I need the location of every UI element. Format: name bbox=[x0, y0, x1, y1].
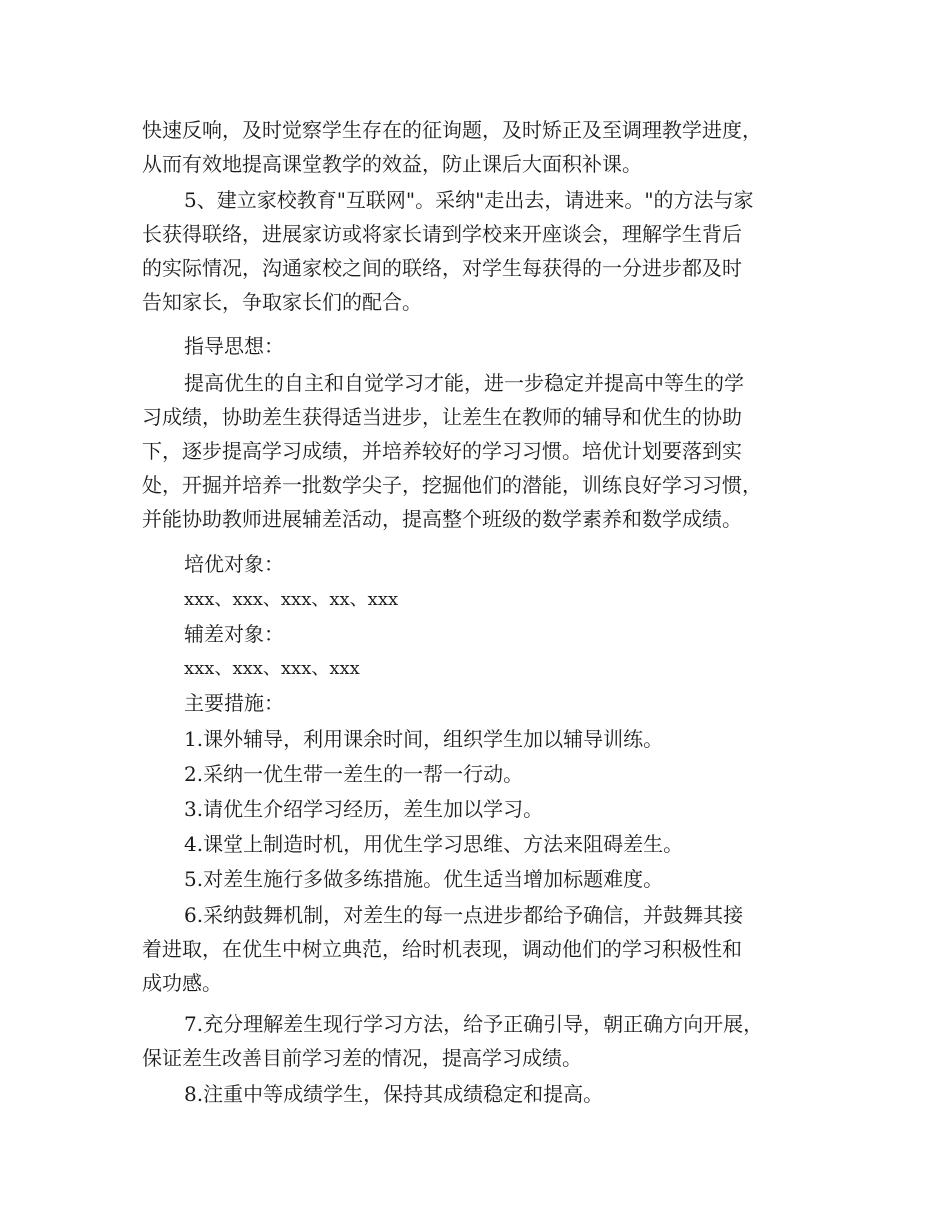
paragraph-feedback bbox=[142, 113, 812, 181]
text-line: 快速反响，及时觉察学生存在的征询题，及时矫正及至调理教学进度， bbox=[142, 118, 762, 142]
heading-top-students: 培优对象： bbox=[184, 552, 284, 576]
heading-guiding-ideology: 指导思想： bbox=[184, 334, 284, 358]
text-line: 的实际情况，沟通家校之间的联络，对学生每获得的一分进步都及时 bbox=[142, 256, 742, 280]
measure-item-6 bbox=[142, 898, 812, 1000]
paragraph-home-school bbox=[142, 183, 812, 319]
measure-item-3: 3.请优生介绍学习经历，差生加以学习。 bbox=[184, 797, 544, 821]
paragraph-guiding-ideology bbox=[142, 366, 812, 536]
text-line: 6.采纳鼓舞机制，对差生的每一点进步都给予确信，并鼓舞其接 bbox=[184, 903, 744, 927]
measure-item-1: 1.课外辅导，利用课余时间，组织学生加以辅导训练。 bbox=[184, 727, 664, 751]
text-line: 保证差生改善目前学习差的情况，提高学习成绩。 bbox=[142, 1046, 582, 1070]
measure-item-5: 5.对差生施行多做多练措施。优生适当增加标题难度。 bbox=[184, 867, 664, 891]
measure-item-8: 8.注重中等成绩学生，保持其成绩稳定和提高。 bbox=[184, 1082, 604, 1106]
text-line: 提高优生的自主和自觉学习才能，进一步稳定并提高中等生的学 bbox=[184, 371, 744, 395]
text-line: 着进取，在优生中树立典范，给时机表现，调动他们的学习积极性和 bbox=[142, 937, 742, 961]
text-line: 从而有效地提高课堂教学的效益，防止课后大面积补课。 bbox=[142, 152, 642, 176]
heading-main-measures: 主要措施： bbox=[184, 691, 284, 715]
text-line: 成功感。 bbox=[142, 971, 222, 995]
text-line: 告知家长，争取家长们的配合。 bbox=[142, 290, 422, 314]
weak-students-names: xxx、xxx、xxx、xxx bbox=[184, 658, 360, 679]
text-line: 7.充分理解差生现行学习方法，给予正确引导，朝正确方向开展， bbox=[184, 1012, 764, 1036]
text-line: 并能协助教师进展辅差活动，提高整个班级的数学素养和数学成绩。 bbox=[142, 507, 742, 531]
text-line: 习成绩，协助差生获得适当进步，让差生在教师的辅导和优生的协助 bbox=[142, 405, 742, 429]
measure-item-7 bbox=[142, 1007, 812, 1075]
text-line: 长获得联络，进展家访或将家长请到学校来开座谈会，理解学生背后 bbox=[142, 222, 742, 246]
text-line: 5、建立家校教育"互联网"。采纳"走出去，请进来。"的方法与家 bbox=[184, 188, 754, 212]
text-line: 下，逐步提高学习成绩，并培养较好的学习习惯。培优计划要落到实 bbox=[142, 439, 742, 463]
top-students-names: xxx、xxx、xxx、xx、xxx bbox=[184, 589, 399, 610]
measure-item-4: 4.课堂上制造时机，用优生学习思维、方法来阻碍差生。 bbox=[184, 832, 684, 856]
heading-weak-students: 辅差对象： bbox=[184, 622, 284, 646]
measure-item-2: 2.采纳一优生带一差生的一帮一行动。 bbox=[184, 762, 524, 786]
text-line: 处，开掘并培养一批数学尖子，挖掘他们的潜能，训练良好学习习惯， bbox=[142, 473, 762, 497]
